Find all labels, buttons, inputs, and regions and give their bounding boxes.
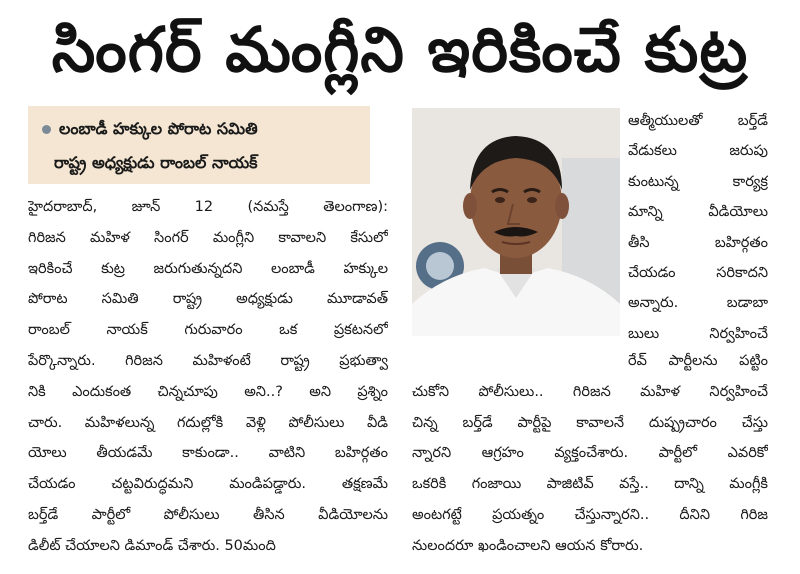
body-line: గిరిజన మహిళ సింగర్ మంగ్లీని కావాలని కేసులో <box>28 229 388 246</box>
body-line: నులందరూ ఖండించాలని ఆయన కోరారు. <box>412 537 644 554</box>
body-line: వేడుకలు జరుపు <box>628 143 768 160</box>
body-line: ఇరికించే కుట్ర జరుగుతున్నదని లంబాడీ హక్కుల <box>28 260 388 277</box>
body-line: ఒకరికి గంజాయి పాజిటివ్ వస్తే.. దాన్ని మంగ్లీకి <box>412 476 768 493</box>
body-line: చుకోని పోలీసులు.. గిరిజన మహిళ నిర్వహించే <box>412 383 768 400</box>
body-line: అన్నారు. బడాబా <box>628 295 768 312</box>
body-line: తీసి బహిర్గతం <box>628 234 768 251</box>
portrait-illustration <box>412 108 620 336</box>
body-line: రేవ్ పార్టీలను పట్టిం <box>628 353 768 369</box>
body-line: మాన్ని వీడియోలు <box>628 204 768 221</box>
body-line: చారు. మహిళలున్న గదుల్లోకి వెళ్లి పోలీసులు వీడి <box>28 414 388 431</box>
body-line: కుంటున్న కార్యక్ర <box>628 173 768 190</box>
body-line: రాంబల్ నాయక్ గురువారం ఒక ప్రకటనలో <box>28 322 388 339</box>
body-line: ఆత్మీయులతో బర్త్‌డే <box>628 113 768 129</box>
body-line: డిలీట్ చేయాలని డిమాండ్ చేశారు. 50మంది <box>28 537 276 554</box>
subheadline-line-2: రాష్ట్ర అధ్యక్షుడు రాంబల్ నాయక్ <box>54 153 258 172</box>
portrait-photo <box>412 108 620 336</box>
body-line: చేయడం చట్టవిరుద్ధమని మండిపడ్డారు. తక్షణమే <box>28 476 388 493</box>
body-line: నికి ఎందుకంత చిన్నచూపు అని..? అని ప్రశ్నిం <box>28 383 388 400</box>
bullet-icon <box>42 125 51 134</box>
body-line: చేయడం సరికాదని <box>628 265 768 282</box>
body-line: పోరాట సమితి రాష్ట్ర అధ్యక్షుడు మూడావత్ <box>28 291 388 308</box>
body-line: అంటగట్టే ప్రయత్నం చేస్తున్నారని.. దీనిని గిరిజ <box>412 506 768 523</box>
article-body-narrow-column <box>628 106 768 349</box>
subheadline-text-1: లంబాడీ హక్కుల పోరాట సమితి <box>59 119 258 138</box>
body-line: న్నారని ఆగ్రహం వ్యక్తంచేశారు. పార్టీలో ఎవరికో <box>412 445 768 462</box>
body-line: చిన్న బర్త్‌డే పార్టీపై కావాలనే దుష్ప్రచారం చేస్తు <box>412 414 768 431</box>
subheadline-box <box>28 106 370 184</box>
article-body-bottom-column <box>412 346 768 562</box>
body-line: హైదరాబాద్, జూన్ 12 (నమస్తే తెలంగాణ): <box>28 199 388 215</box>
headline: సింగర్ మంగ్లీని ఇరికించే కుట్ర <box>51 13 749 86</box>
body-line: బులు నిర్వహించే <box>628 325 768 342</box>
body-line: పేర్కొన్నారు. గిరిజన మహిళంటే రాష్ట్ర ప్రభుత్వా <box>28 352 388 369</box>
article-body-left-column <box>28 192 388 562</box>
body-line: బర్త్‌డే పార్టీలో పోలీసులు తీసిన వీడియోలను <box>28 506 388 523</box>
body-line: యోలు తీయడమే కాకుండా.. వాటిని బహిర్గతం <box>28 445 388 462</box>
subheadline-line-1 <box>42 112 360 146</box>
